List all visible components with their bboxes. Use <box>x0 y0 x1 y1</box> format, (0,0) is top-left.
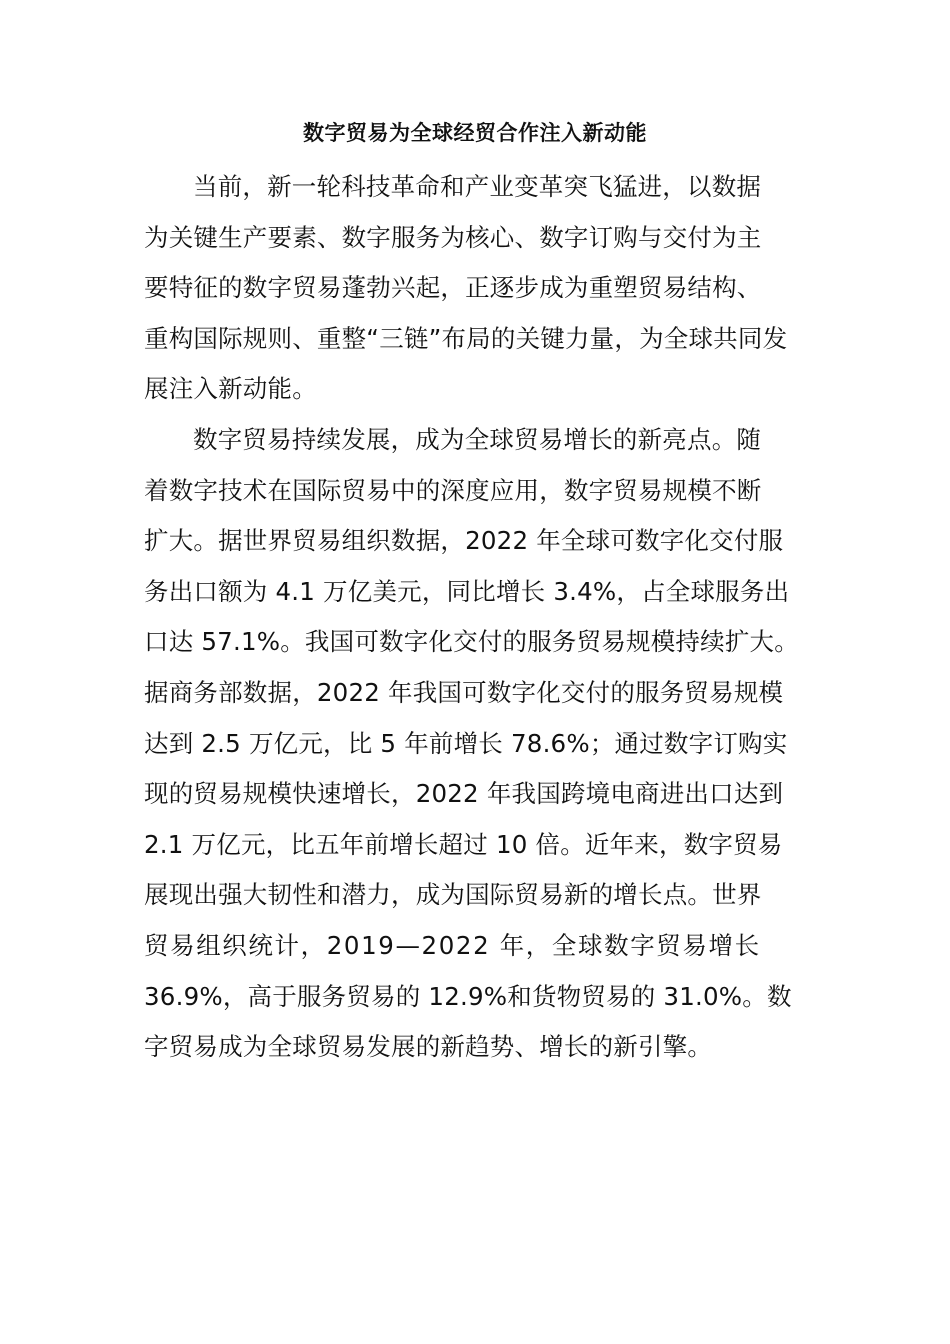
paragraph-2-line-12: 36.9%，高于服务贸易的 12.9%和货物贸易的 31.0%。数 <box>144 981 792 1011</box>
paragraph-2-line-4: 务出口额为 4.1 万亿美元，同比增长 3.4%，占全球服务出 <box>144 576 790 606</box>
paragraph-1-line-2: 为关键生产要素、数字服务为核心、数字订购与交付为主 <box>144 222 762 252</box>
paragraph-2-line-3: 扩大。据世界贸易组织数据，2022 年全球可数字化交付服 <box>144 526 784 556</box>
paragraph-1-line-5: 展注入新动能。 <box>144 374 317 404</box>
paragraph-1-line-3: 要特征的数字贸易蓬勃兴起，正逐步成为重塑贸易结构、 <box>144 273 762 303</box>
paragraph-1-line-1: 当前，新一轮科技革命和产业变革突飞猛进，以数据 <box>193 172 762 201</box>
paragraph-2-line-6: 据商务部数据，2022 年我国可数字化交付的服务贸易规模 <box>144 677 784 707</box>
paragraph-2-line-10: 展现出强大韧性和潜力，成为国际贸易新的增长点。世界 <box>144 880 762 910</box>
paragraph-2-line-5: 口达 57.1%。我国可数字化交付的服务贸易规模持续扩大。 <box>144 627 799 657</box>
paragraph-2-line-11: 贸易组织统计，2019—2022 年，全球数字贸易增长 <box>144 930 761 960</box>
paragraph-2-line-7: 达到 2.5 万亿元，比 5 年前增长 78.6%；通过数字订购实 <box>144 728 788 758</box>
paragraph-2-line-8: 现的贸易规模快速增长，2022 年我国跨境电商进出口达到 <box>144 779 784 809</box>
document-title: 数字贸易为全球经贸合作注入新动能 <box>303 121 647 145</box>
document-body <box>144 170 844 1081</box>
paragraph-2-line-1: 数字贸易持续发展，成为全球贸易增长的新亮点。随 <box>193 424 762 454</box>
paragraph-2-line-13: 字贸易成为全球贸易发展的新趋势、增长的新引擎。 <box>144 1032 713 1062</box>
paragraph-1-line-4: 重构国际规则、重整“三链”布局的关键力量，为全球共同发 <box>144 323 788 353</box>
paragraph-2-line-9: 2.1 万亿元，比五年前增长超过 10 倍。近年来，数字贸易 <box>144 829 783 859</box>
paragraph-2-line-2: 着数字技术在国际贸易中的深度应用，数字贸易规模不断 <box>144 475 762 505</box>
